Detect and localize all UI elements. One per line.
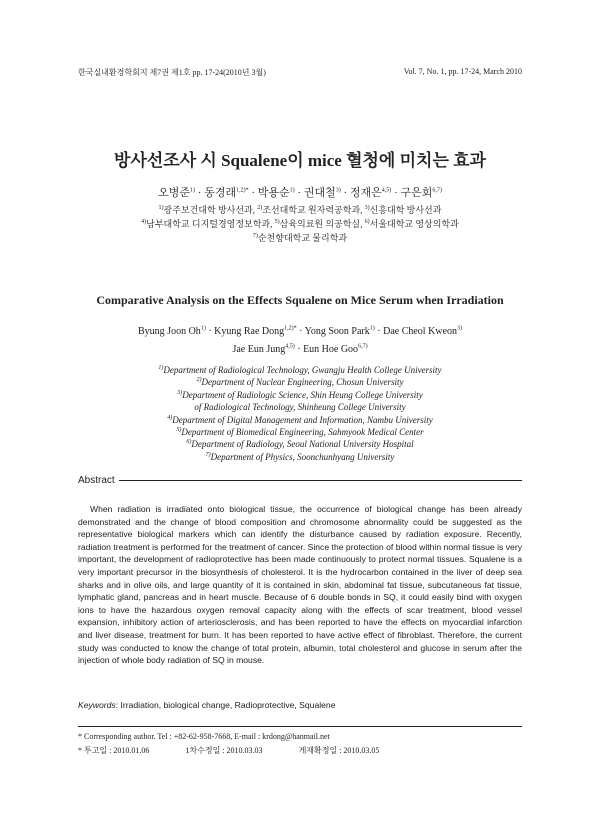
author <box>158 187 195 199</box>
affiliation-mark: 1) <box>158 205 164 211</box>
author <box>138 326 206 337</box>
author-separator: · <box>205 326 215 337</box>
author-affiliation-mark: 3) <box>335 187 341 194</box>
affiliation-text: of Radiological Technology, Shinheung College University <box>194 402 406 413</box>
affiliation-ko-line <box>0 231 600 244</box>
affiliation-mark: 5) <box>274 219 280 225</box>
author-name: Yong Soon Park <box>304 326 370 337</box>
affiliation-en-line <box>0 364 600 376</box>
affiliation-ko-line <box>0 217 600 230</box>
author-affiliation-mark: 1,2)* <box>284 325 297 332</box>
author-affiliation-mark: 1) <box>289 187 295 194</box>
author-name: Kyung Rae Dong <box>214 326 285 337</box>
author-list-en-line1 <box>0 326 600 337</box>
author <box>400 187 441 199</box>
paper-title-en: Comparative Analysis on the Effects Squalene on Mice Serum when Irradiation <box>96 293 504 307</box>
affiliation-text: Department of Digital Management and Information, Nambu University <box>172 414 433 425</box>
author-separator: · <box>296 326 305 337</box>
affiliation-text: Department of Nuclear Engineering, Chosun University <box>201 377 404 388</box>
author-affiliation-mark: 1,2)* <box>236 187 249 194</box>
affiliation-text: 신흥대학 방사선과 <box>369 205 442 215</box>
author-affiliation-mark: 1) <box>200 325 206 332</box>
abstract-text: When radiation is irradiated onto biological tissue, the occurrence of biological change has been already demonstrated and the change of blood composition and chromosome abnormality could be suggested as the representative biological markers which can identify the disturbance caused by radiation exposure. Recently, radiation treatment is performed for the treatment of cancer. Since the protection of blood within normal tissue is very important, the development of radioprotective has been made continuously to protect normal tissues. Squalene is a very important precursor in the biosynthesis of cholesterol. It is the hydrocarbon contained in the liver of deep sea sharks and in olive oils, and large quantity of it is contained in skin, abdominal fat tissue, subcutaneous fat tissue, lymphatic gland, pancreas and in heart muscle. Because of 6 double bonds in SQ, it could easily bind with oxygen ions to have the hazardous oxygen removal capacity along with the effects of scar treatment, blood vessel expansion, inhibitory action of arteriosclerosis, and has been reported to have the effects on myocardial infarction and liver disease, treatment for burn. It has been reported to have active effect of fibroblast. Therefore, the current study was conducted to know the change of total protein, albumin, total cholesterol and glucose in serum after the injection of whole body radiation of SQ in mouse. <box>78 504 522 666</box>
footnote-rule <box>78 726 522 727</box>
affiliation-text: 조선대학교 원자력공학과, <box>262 205 365 215</box>
affiliation-mark: 4) <box>167 414 173 421</box>
affiliation-en-line <box>0 451 600 463</box>
author <box>305 326 375 337</box>
affiliation-text: Department of Radiological Technology, Gwangju Health College University <box>163 365 442 375</box>
author-separator: · <box>294 344 304 355</box>
affiliation-text: Department of Radiology, Seoul National University Hospital <box>191 439 414 450</box>
author <box>214 326 297 337</box>
author-affiliation-mark: 1) <box>369 325 375 332</box>
header-journal-en: Vol. 7, No. 1, pp. 17-24, March 2010 <box>403 67 522 76</box>
author-name: 박용순 <box>257 187 290 199</box>
affiliation-mark: 7) <box>252 233 258 239</box>
author-name: 권대철 <box>303 187 336 199</box>
keywords-text: : Irradiation, biological change, Radioprotective, Squalene <box>115 700 336 710</box>
affiliation-mark: 3) <box>364 205 370 211</box>
author-separator: · <box>374 326 384 337</box>
author <box>258 187 295 199</box>
affiliation-mark: 2) <box>257 205 263 211</box>
author-affiliation-mark: 3) <box>456 325 462 332</box>
affiliation-text: Department of Biomedical Engineering, Sahmyook Medical Center <box>181 427 424 437</box>
header-journal-ko: 한국실내환경학회지 제7권 제1호 pp. 17-24(2010년 3월) <box>78 68 266 77</box>
affiliation-en-line <box>0 414 600 426</box>
affiliation-mark: 3) <box>177 389 183 396</box>
affiliation-en-line <box>0 438 600 450</box>
keywords <box>78 700 336 710</box>
author-name: Jae Eun Jung <box>232 344 286 355</box>
affiliation-en-line <box>0 401 600 413</box>
author-list-en-line2 <box>0 344 600 355</box>
affiliation-text: Department of Physics, Soonchunhyang University <box>210 451 395 462</box>
author-separator: · <box>248 187 258 199</box>
author-separator: · <box>195 187 205 199</box>
author-separator: · <box>340 187 350 199</box>
author-affiliation-mark: 6,7) <box>358 343 368 350</box>
affiliation-mark: 5) <box>176 427 182 433</box>
affiliation-mark: 6) <box>186 439 192 446</box>
author <box>350 187 391 199</box>
date-accepted: 게재확정일 : 2010.03.05 <box>298 746 380 755</box>
affiliation-mark: 1) <box>158 365 164 371</box>
author-name: 동경래 <box>204 187 237 199</box>
author-separator: · <box>391 187 401 199</box>
date-submitted: * 투고일 : 2010.01.06 <box>78 746 150 755</box>
abstract-heading-row <box>78 475 522 486</box>
keywords-label: Keywords <box>78 700 116 710</box>
running-header <box>78 67 522 78</box>
author <box>304 187 341 199</box>
author-name: 구은회 <box>400 187 433 199</box>
affiliation-text: 서울대학교 영상의학과 <box>369 219 459 229</box>
affiliation-text: 삼육의료원 의공학실, <box>279 219 365 229</box>
author-list-ko <box>0 184 600 200</box>
affiliation-mark: 7) <box>205 451 211 458</box>
affiliation-en-line <box>0 389 600 401</box>
footnote-corresponding: * Corresponding author. Tel : +82-62-958-7668, E-mail : krdong@hanmail.net <box>78 732 330 741</box>
author-name: Byung Joon Oh <box>138 326 201 337</box>
paper-title-ko: 방사선조사 시 Squalene이 mice 혈청에 미치는 효과 <box>114 151 486 170</box>
author <box>204 187 248 199</box>
date-revised: 1차수정일 : 2010.03.03 <box>185 746 263 755</box>
author-name: Dae Cheol Kweon <box>383 326 457 337</box>
author <box>232 344 294 355</box>
affiliation-text: 순천향대학교 물리학과 <box>257 233 348 243</box>
affiliation-mark: 6) <box>364 219 370 225</box>
affiliation-mark: 2) <box>196 377 202 384</box>
affiliation-ko-line <box>0 203 600 216</box>
affiliation-text: Department of Radiologic Science, Shin Heung College University <box>182 389 423 400</box>
affiliation-text: 남부대학교 디지털경영정보학과, <box>146 219 275 229</box>
author-name: Eun Hoe Goo <box>303 344 359 355</box>
author-affiliation-mark: 6,7) <box>432 187 442 194</box>
author-affiliation-mark: 1) <box>190 187 196 194</box>
affiliation-text: 광주보건대학 방사선과, <box>163 205 258 215</box>
affiliation-en-line <box>0 426 600 438</box>
author <box>383 326 462 337</box>
abstract-rule <box>119 480 522 481</box>
author-name: 오병준 <box>158 187 191 199</box>
author-affiliation-mark: 4,5) <box>285 343 295 350</box>
affiliation-en-line <box>0 376 600 388</box>
author-separator: · <box>294 187 304 199</box>
abstract-label: Abstract <box>78 475 115 486</box>
footnote-dates <box>78 745 379 756</box>
affiliation-mark: 4) <box>141 219 147 225</box>
author-name: 정재은 <box>349 187 382 199</box>
author <box>303 344 368 355</box>
author-affiliation-mark: 4,5) <box>381 187 392 194</box>
